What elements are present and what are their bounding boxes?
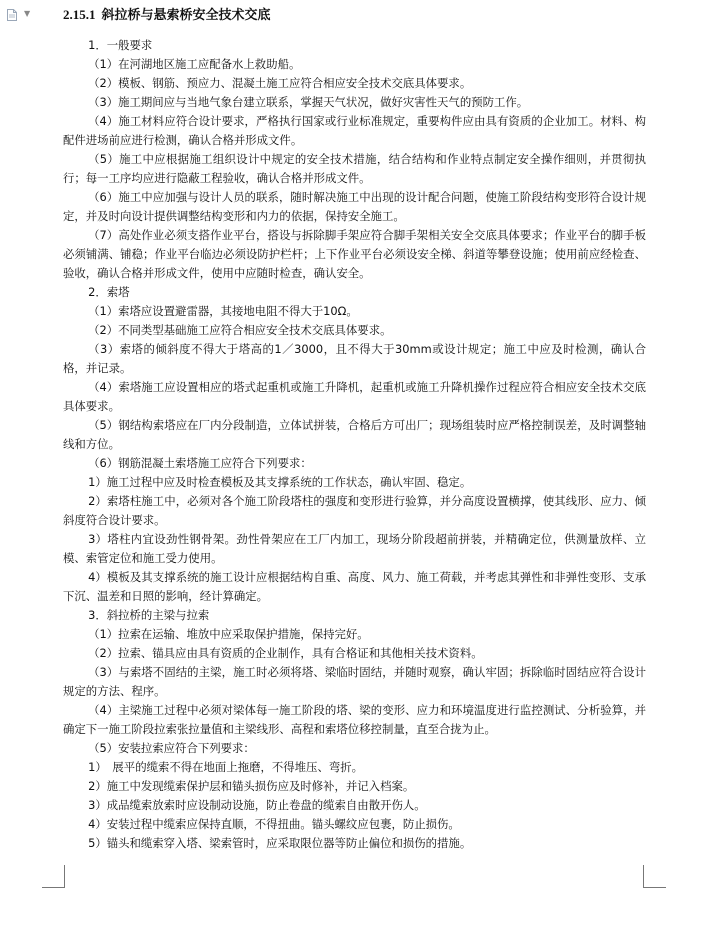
list-item: 1．一般要求 [88, 38, 153, 52]
list-item: （3）与索塔不固结的主梁，施工时必须将塔、梁临时固结，并随时观察，确认牢固；拆除临时固结应符合设计规定的方法、程序。 [63, 665, 646, 698]
list-item: 2．索塔 [88, 285, 130, 299]
list-item: 4）模板及其支撑系统的施工设计应根据结构自重、高度、风力、施工荷载，并考虑其弹性和非弹性变形、支承下沉、温差和日照的影响，经计算确定。 [63, 570, 646, 603]
list-item: （1）拉索在运输、堆放中应采取保护措施，保持完好。 [88, 627, 369, 641]
list-item: 3）成品缆索放索时应设制动设施，防止卷盘的缆索自由散开伤人。 [88, 798, 426, 812]
list-item: （4）主梁施工过程中必须对梁体每一施工阶段的塔、梁的变形、应力和环境温度进行监控测试、分析验算，并确定下一施工阶段拉索张拉量值和主梁线形、高程和索塔位移控制量，直至合拢为止。 [63, 703, 646, 736]
page-corner-mark-left [42, 865, 65, 888]
list-item: （5）施工中应根据施工组织设计中规定的安全技术措施，结合结构和作业特点制定安全操作细则，并贯彻执行；每一工序均应进行隐蔽工程验收，确认合格并形成文件。 [63, 152, 646, 185]
chevron-down-icon[interactable]: ▼ [24, 9, 31, 18]
list-item: 3）塔柱内宜设劲性钢骨架。劲性骨架应在工厂内加工，现场分阶段超前拼装，并精确定位，供测量放样、立模、索管定位和施工受力使用。 [63, 532, 646, 565]
list-item: （6）钢筋混凝土索塔施工应符合下列要求： [88, 456, 312, 470]
page-corner-mark-right [643, 865, 666, 888]
list-item: （4）索塔施工应设置相应的塔式起重机或施工升降机，起重机或施工升降机操作过程应符合相应安全技术交底具体要求。 [63, 380, 646, 413]
list-item: 3．斜拉桥的主梁与拉索 [88, 608, 210, 622]
list-item: （6）施工中应加强与设计人员的联系，随时解决施工中出现的设计配合问题，使施工阶段结构变形符合设计规定，并及时向设计提供调整结构变形和内力的依据，保持安全施工。 [63, 190, 646, 223]
document-body [63, 36, 646, 853]
list-item: （3）施工期间应与当地气象台建立联系，掌握天气状况，做好灾害性天气的预防工作。 [88, 95, 529, 109]
list-item: （3）索塔的倾斜度不得大于塔高的1／3000，且不得大于30mm或设计规定；施工中应及时检测，确认合格，并记录。 [63, 342, 646, 375]
list-item: （1）在河湖地区施工应配备水上救助船。 [88, 57, 301, 71]
list-item: （1）索塔应设置避雷器，其接地电阻不得大于10Ω。 [88, 304, 358, 318]
list-item: （5）钢结构索塔应在厂内分段制造，立体试拼装，合格后方可出厂；现场组装时应严格控制误差，及时调整轴线和方位。 [63, 418, 646, 451]
list-item: （2）拉索、锚具应由具有资质的企业制作，具有合格证和其他相关技术资料。 [88, 646, 483, 660]
navigation-gutter [0, 0, 60, 40]
document-icon[interactable] [7, 9, 17, 21]
list-item: （2）不同类型基础施工应符合相应安全技术交底具体要求。 [88, 323, 392, 337]
list-item: 2）施工中发现缆索保护层和锚头损伤应及时修补，并记入档案。 [88, 779, 415, 793]
list-item: （2）模板、钢筋、预应力、混凝土施工应符合相应安全技术交底具体要求。 [88, 76, 472, 90]
list-item: 4）安装过程中缆索应保持直顺，不得扭曲。锚头螺纹应包裹，防止损伤。 [88, 817, 460, 831]
list-item: （5）安装拉索应符合下列要求： [88, 741, 255, 755]
list-item: 1） 展平的缆索不得在地面上拖磨，不得堆压、弯折。 [88, 760, 364, 774]
section-number: 2.15.1 [63, 7, 96, 22]
list-item: 5）锚头和缆索穿入塔、梁索管时，应采取限位器等防止偏位和损伤的措施。 [88, 836, 472, 850]
list-item: 1）施工过程中应及时检查模板及其支撑系统的工作状态，确认牢固、稳定。 [88, 475, 472, 489]
list-item: 2）索塔柱施工中，必须对各个施工阶段塔柱的强度和变形进行验算，并分高度设置横撑，使其线形、应力、倾斜度符合设计要求。 [63, 494, 646, 527]
section-title: 斜拉桥与悬索桥安全技术交底 [101, 8, 271, 23]
list-item: （7）高处作业必须支搭作业平台，搭设与拆除脚手架应符合脚手架相关安全交底具体要求；作业平台的脚手板必须铺满、铺稳；作业平台临边必须设防护栏杆；上下作业平台必须设安全梯、斜道等攀登设施；使用前应经检查、验收，确认合格并形成文件，使用中应随时检查，确认安全。 [63, 228, 646, 280]
list-item: （4）施工材料应符合设计要求，严格执行国家或行业标准规定，重要构件应由具有资质的企业加工。材料、构配件进场前应进行检测，确认合格并形成文件。 [63, 114, 646, 147]
section-heading [63, 5, 271, 26]
